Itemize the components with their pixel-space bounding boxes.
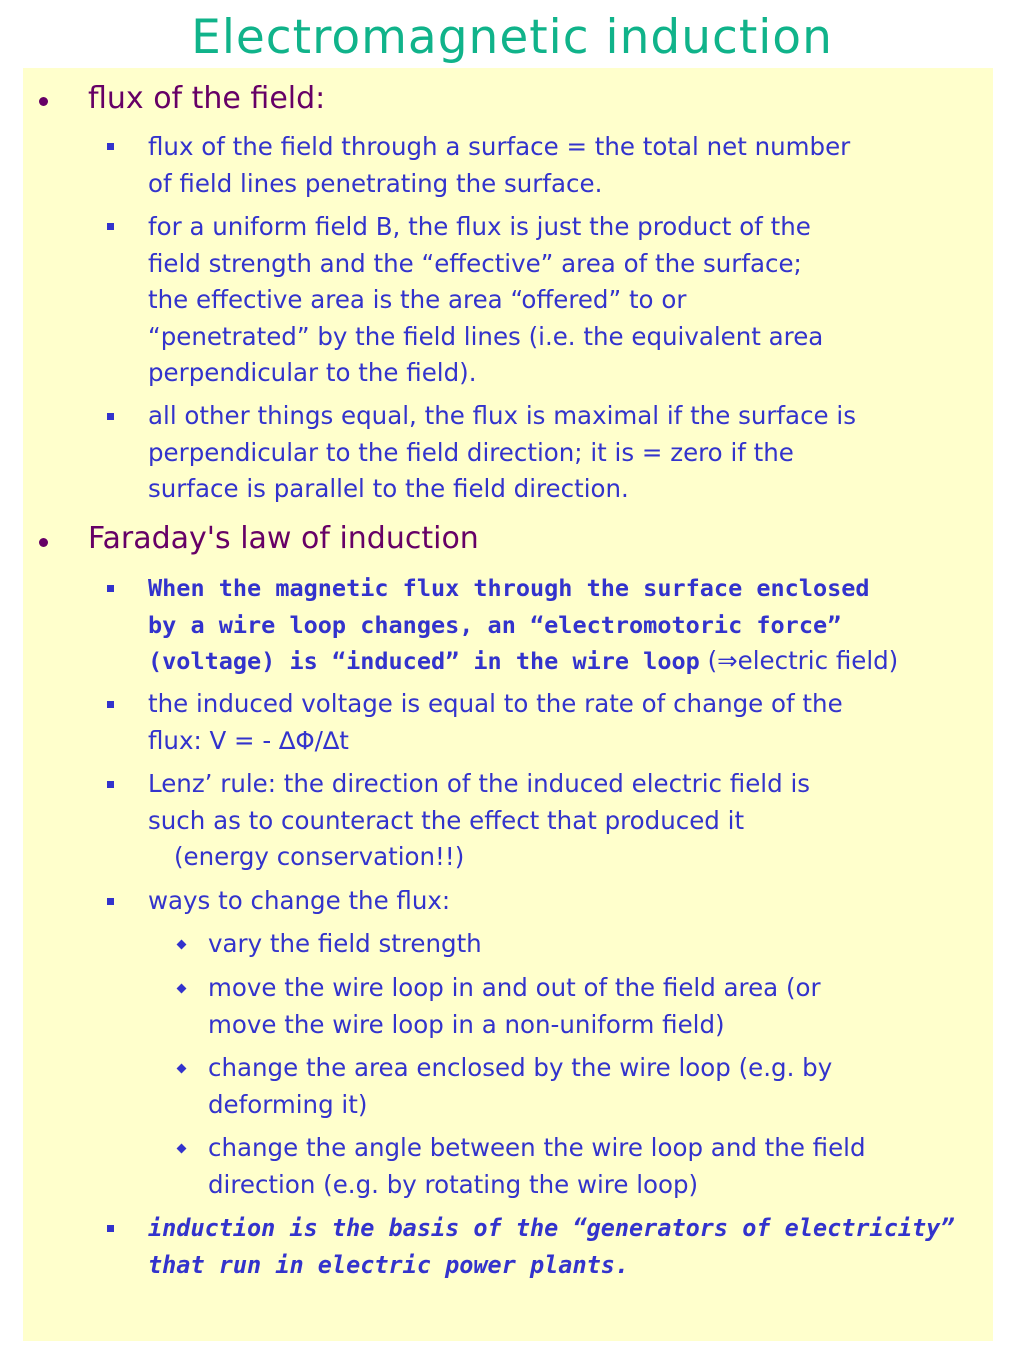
sub-list-item: change the angle between the wire loop and the field direction (e.g. by rotating the wire loop) xyxy=(208,1133,866,1199)
square-bullet-icon xyxy=(107,898,114,905)
page-title: Electromagnetic induction xyxy=(191,10,833,65)
list-item: When the magnetic flux through the surface enclosed by a wire loop changes, an “electromotoric force” (voltage) is “induced” in the wire loop (⇒electric field) xyxy=(148,574,899,675)
list-item: induction is the basis of the “generators of electricity” that run in electric power plants. xyxy=(148,1214,955,1279)
sub-list-item: change the area enclosed by the wire loop (e.g. by deforming it) xyxy=(208,1053,833,1119)
list-item: ways to change the flux: xyxy=(148,886,451,915)
square-bullet-icon xyxy=(107,701,114,708)
bullet-dot-icon xyxy=(39,97,48,106)
square-bullet-icon xyxy=(107,781,114,788)
square-bullet-icon xyxy=(107,223,114,230)
square-bullet-icon xyxy=(107,413,114,420)
list-item: all other things equal, the flux is maximal if the surface is perpendicular to the field direction; it is = zero if the surface is parallel to the field direction. xyxy=(148,401,856,503)
list-item: flux of the field through a surface = the total net number of field lines penetrating the surface. xyxy=(148,132,851,198)
sub-list-item: move the wire loop in and out of the field area (or move the wire loop in a non-uniform field) xyxy=(208,973,821,1039)
square-bullet-icon xyxy=(107,1225,114,1232)
bullet-dot-icon xyxy=(39,538,48,547)
list-item: Lenz’ rule: the direction of the induced electric field is such as to counteract the effect that produced it (energy conservation!!) xyxy=(148,769,811,871)
square-bullet-icon xyxy=(107,585,114,592)
sub-list-item: vary the field strength xyxy=(208,929,482,958)
square-bullet-icon xyxy=(107,143,114,150)
section-heading-faraday: Faraday's law of induction xyxy=(88,521,479,556)
section-heading-flux: flux of the field: xyxy=(88,81,326,116)
list-item: the induced voltage is equal to the rate of change of the flux: V = - ∆Φ/∆t xyxy=(148,689,843,755)
list-item: for a uniform field B, the flux is just the product of the field strength and the “effective” area of the surface; the effective area is the area “offered” to or “penetrated” by the field lines (i.e. the equivalent area perpendicular to the field). xyxy=(148,212,824,387)
